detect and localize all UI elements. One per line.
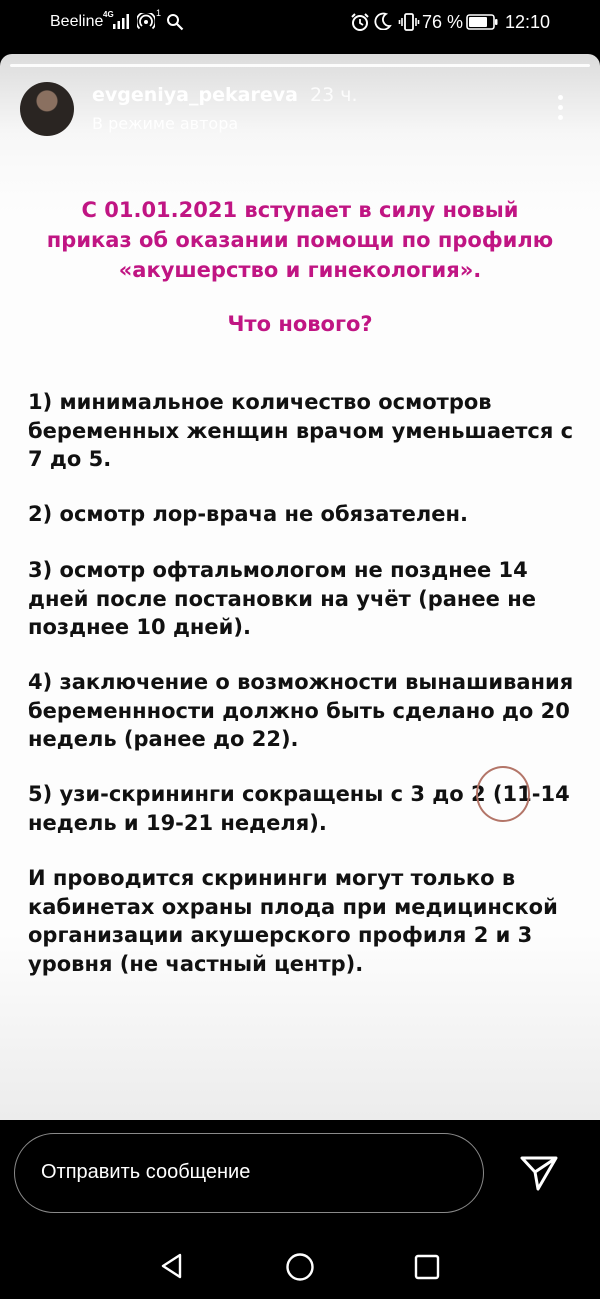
story-title-line: «акушерство и гинекология». [118,258,482,282]
vibrate-icon [398,12,420,32]
signal-icon [112,13,130,29]
story-username[interactable]: evgeniya_pekareva [92,84,298,106]
more-dot-icon [558,105,563,110]
story-time: 23 ч. [310,84,358,106]
carrier-name: Beeline [50,13,104,30]
navigation-bar [0,1230,600,1299]
message-placeholder: Отправить сообщение [41,1161,251,1183]
story-progress-bar [10,64,590,67]
more-options-button[interactable] [548,92,572,126]
story-question: Что нового? [227,312,373,336]
hotspot-count: 1 [156,8,162,18]
author-mode-label: В режиме автора [92,114,239,133]
story-paragraph: 3) осмотр офтальмологом не позднее 14 дней после постановки на учёт (ранее не позднее 10 дней). [28,558,536,639]
story-paragraph: 5) узи-скрининги сокращены с 3 до 2 (11-14 недель и 19-21 неделя). [28,782,570,835]
story-viewer[interactable] [0,54,600,1120]
network-type: 4G [103,10,114,19]
battery-percent: 76 % [422,12,464,32]
story-title-line: приказ об оказании помощи по профилю [46,228,554,252]
moon-icon [374,12,392,30]
more-dot-icon [558,95,563,100]
status-bar [0,0,600,46]
story-title-line: С 01.01.2021 вступает в силу новый [81,198,519,222]
home-icon[interactable] [285,1252,315,1282]
circle-annotation [476,766,530,822]
story-paragraph: 4) заключение о возможности вынашивания беременнности должно быть сделано до 20 недель (ранее до 22). [28,670,574,751]
hotspot-icon [137,13,155,31]
recents-icon[interactable] [413,1253,441,1281]
send-icon[interactable] [518,1152,560,1194]
search-icon [166,13,184,31]
message-input[interactable] [14,1133,484,1213]
back-icon[interactable] [158,1252,186,1280]
battery-icon [466,14,498,30]
story-paragraph: 1) минимальное количество осмотров беременных женщин врачом уменьшается с 7 до 5. [28,390,574,471]
alarm-icon [350,12,370,32]
clock: 12:10 [505,12,551,32]
avatar[interactable] [20,82,74,136]
more-dot-icon [558,115,563,120]
story-paragraph: И проводится скрининги могут только в кабинетах охраны плода при медицинской организации акушерского профиля 2 и 3 уровня (не частный центр). [28,866,558,976]
story-paragraph: 2) осмотр лор-врача не обязателен. [28,502,468,526]
